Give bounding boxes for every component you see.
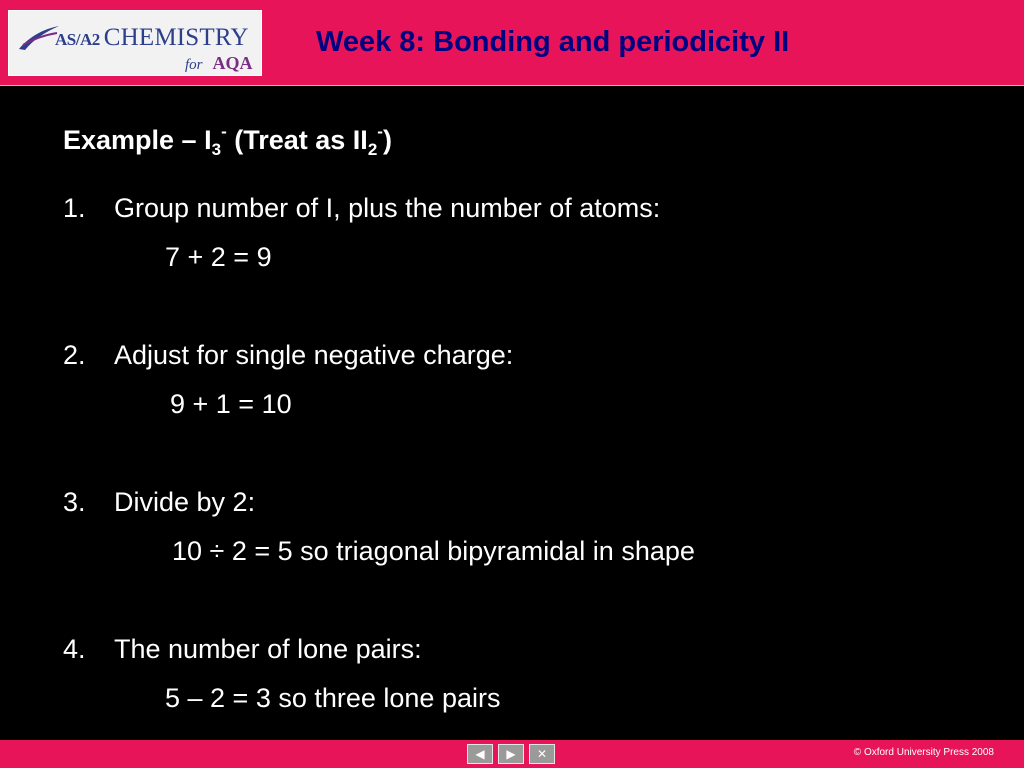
step-2-calculation: 9 + 1 = 10 (170, 389, 292, 419)
previous-icon: ◀ (475, 747, 485, 761)
logo-chemistry: CHEMISTRY (103, 24, 249, 51)
copyright-text: © Oxford University Press 2008 (853, 747, 994, 758)
step-4-calculation: 5 – 2 = 3 so three lone pairs (165, 683, 501, 713)
example-middle: (Treat as II (226, 125, 368, 155)
example-heading (63, 122, 392, 160)
logo-asa2: AS/A2 (55, 30, 100, 49)
logo-aqa: AQA (212, 53, 253, 73)
step-3-text: Divide by 2: (114, 487, 256, 517)
step-3-calculation: 10 ÷ 2 = 5 so triagonal bipyramidal in shape (172, 536, 695, 566)
example-sub-2: 2 (367, 140, 378, 159)
example-prefix: Example – I (63, 125, 212, 155)
example-sup-charge: - (221, 122, 227, 141)
step-1-text: Group number of I, plus the number of atoms: (114, 193, 661, 223)
step-3-number: 3. (63, 487, 86, 517)
example-sub-3: 3 (211, 140, 222, 159)
step-4-text: The number of lone pairs: (114, 634, 422, 664)
next-button[interactable] (498, 744, 524, 764)
step-2-text: Adjust for single negative charge: (114, 340, 514, 370)
example-suffix: ) (382, 125, 392, 155)
close-icon: ✕ (536, 747, 548, 761)
page-title: Week 8: Bonding and periodicity II (316, 26, 790, 58)
next-icon: ▶ (506, 747, 516, 761)
logo-for: for (185, 57, 203, 73)
step-1-number: 1. (63, 193, 86, 223)
step-4-number: 4. (63, 634, 86, 664)
step-2-number: 2. (63, 340, 86, 370)
step-1-calculation: 7 + 2 = 9 (165, 242, 272, 272)
close-button[interactable] (529, 744, 555, 764)
footer-bar (0, 740, 1024, 768)
example-sup-charge-2: - (377, 122, 383, 141)
previous-button[interactable] (467, 744, 493, 764)
